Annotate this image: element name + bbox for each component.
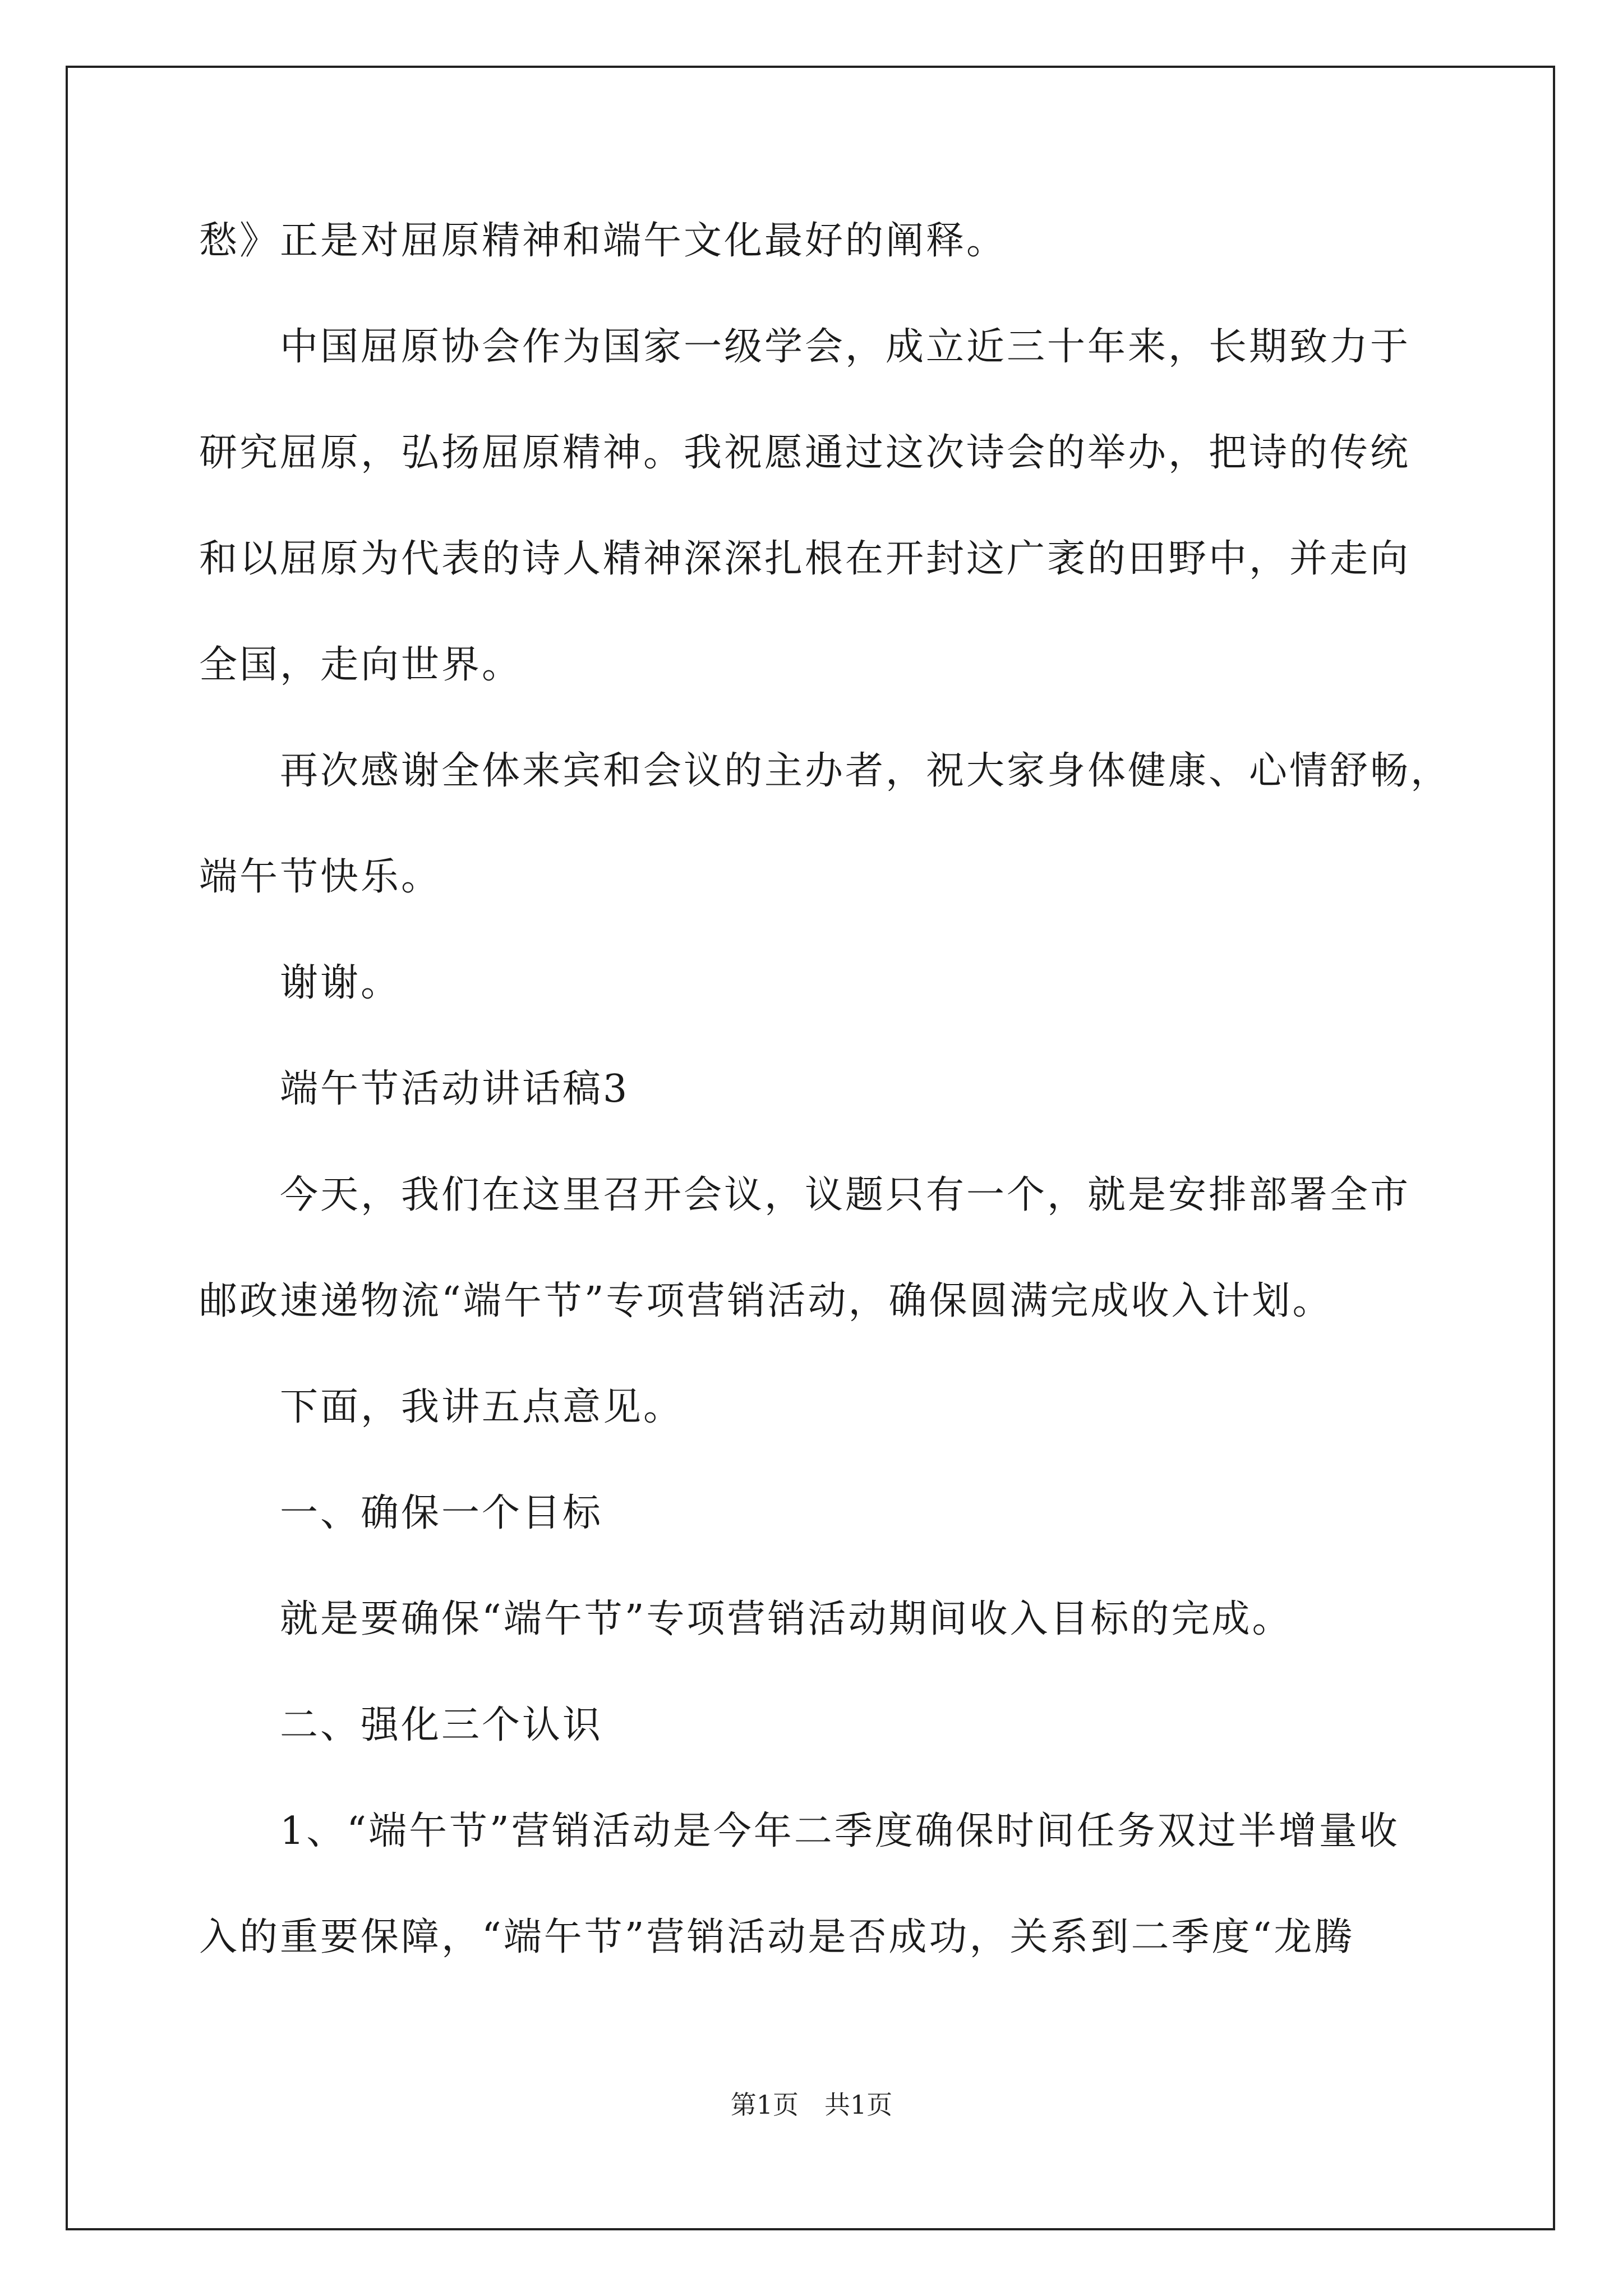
page-footer: 第1页 共1页 <box>730 2090 893 2120</box>
text-line: 1、“端午节”营销活动是今年二季度确保时间任务双过半增量收 <box>280 1809 1400 1853</box>
document-body <box>199 208 1451 2010</box>
text-line: 端午节快乐。 <box>199 855 442 899</box>
text-line: 研究屈原，弘扬屈原精神。我祝愿通过这次诗会的举办，把诗的传统 <box>199 431 1411 475</box>
text-line: 再次感谢全体来宾和会议的主办者，祝大家身体健康、心情舒畅， <box>280 749 1451 793</box>
text-line: 端午节活动讲话稿3 <box>280 1067 630 1111</box>
text-line: 今天，我们在这里召开会议，议题只有一个，就是安排部署全市 <box>280 1173 1411 1217</box>
text-line: 邮政速递物流“端午节”专项营销活动，确保圆满完成收入计划。 <box>199 1279 1333 1323</box>
text-line: 就是要确保“端午节”专项营销活动期间收入目标的完成。 <box>280 1597 1293 1641</box>
text-line: 一、确保一个目标 <box>280 1491 603 1535</box>
text-line: 入的重要保障，“端午节”营销活动是否成功，关系到二季度“龙腾 <box>199 1915 1355 1959</box>
text-line: 和以屈原为代表的诗人精神深深扎根在开封这广袤的田野中，并走向 <box>199 537 1411 581</box>
text-line: 全国，走向世界。 <box>199 643 523 687</box>
text-line: 下面，我讲五点意见。 <box>280 1385 684 1429</box>
text-line: 谢谢。 <box>280 961 402 1005</box>
text-line: 二、强化三个认识 <box>280 1703 603 1747</box>
text-line: 愁》正是对屈原精神和端午文化最好的阐释。 <box>199 219 1007 263</box>
text-line: 中国屈原协会作为国家一级学会，成立近三十年来，长期致力于 <box>280 325 1411 369</box>
